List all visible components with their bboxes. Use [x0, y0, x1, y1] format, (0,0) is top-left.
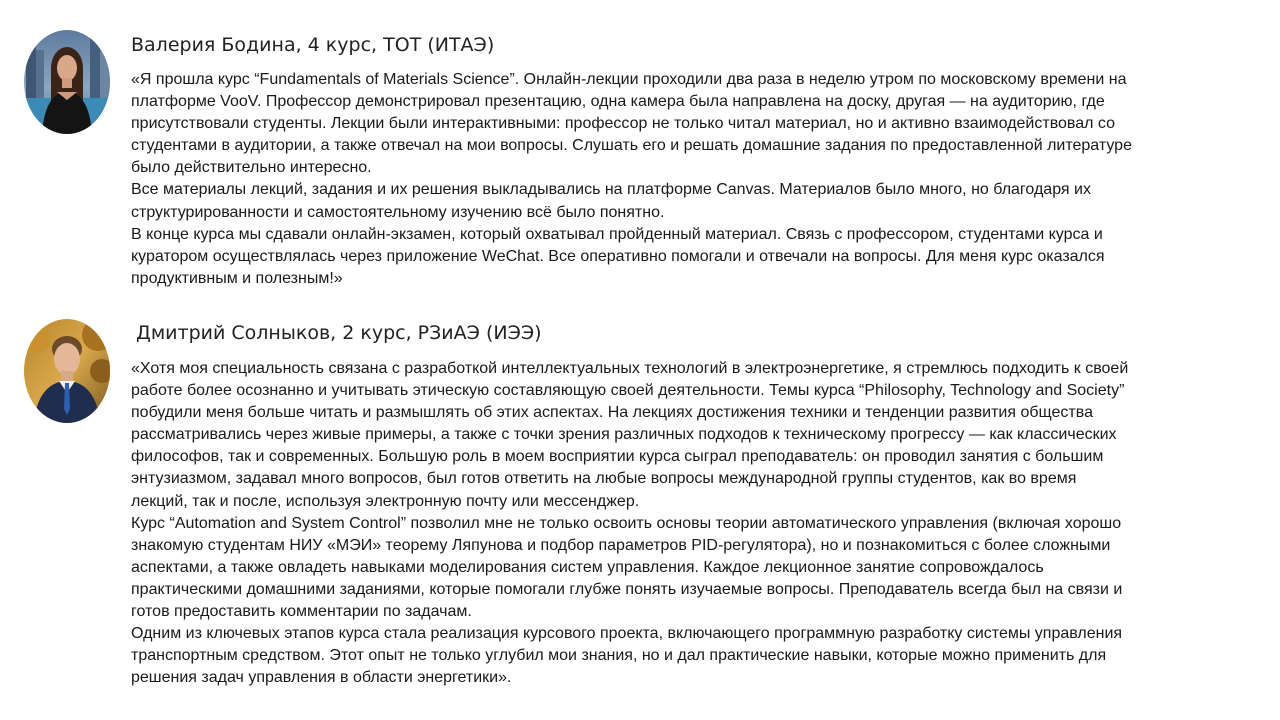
text-line: работе более осознанно и учитывать этическую составляющую своей деятельности. Темы курса “Philosophy, Technology and Society” — [131, 382, 1125, 400]
text-line: побудили меня больше читать и размышлять об этих аспектах. На лекциях достижения техники и тенденции развития общества — [131, 404, 1093, 422]
text-line: знакомую студентам НИУ «МЭИ» теорему Ляпунова и подбор параметров PID-регулятора), но и познакомиться с более сложными — [131, 536, 1111, 554]
text-line: практическими домашними заданиями, которые помогали глубже понять изучаемые вопросы. Преподаватель всегда был на связи и — [131, 580, 1123, 598]
avatar — [24, 30, 110, 134]
text-line: «Я прошла курс “Fundamentals of Materials Science”. Онлайн-лекции проходили два раза в неделю утром по московскому времени на — [131, 71, 1127, 88]
testimonial-text — [131, 358, 1128, 689]
text-line: готов предоставить комментарии по задачам. — [131, 603, 472, 621]
student-name: Валерия Бодина, 4 курс, ТОТ (ИТАЭ) — [131, 34, 495, 56]
text-line: «Хотя моя специальность связана с разработкой интеллектуальных технологий в электроэнергетике, я стремлюсь подходить к своей — [131, 360, 1129, 377]
text-line: присутствовали студенты. Лекции были интерактивными: профессор не только читал материал, но и активно взаимодействовал со — [131, 115, 1115, 133]
text-line: аспектами, а также овладеть навыками моделирования систем управления. Каждое лекционное занятие сопровождалось — [131, 558, 1044, 576]
text-line: Все материалы лекций, задания и их решения выкладывались на платформе Canvas. Материалов было много, но благодаря их — [131, 181, 1091, 199]
text-line: студентами в аудитории, а также отвечал на мои вопросы. Слушать его и решать домашние задания по предоставленной литературе — [131, 137, 1132, 155]
testimonial-text — [131, 69, 1132, 290]
text-line: куратором осуществлялась через приложение WeChat. Все оперативно помогали и отвечали на вопросы. Для меня курс оказался — [131, 247, 1105, 265]
text-line: Одним из ключевых этапов курса стала реализация курсового проекта, включающего программную разработку системы управления — [131, 625, 1123, 643]
text-line: структурированности и самостоятельному изучению всё было понятно. — [131, 203, 665, 221]
text-line: было действительно интересно. — [131, 159, 372, 177]
testimonial-solnykov — [0, 300, 1280, 720]
text-line: энтузиазмом, задавал много вопросов, был готов ответить на любые вопросы международной группы студентов, как во время — [131, 470, 1077, 488]
text-line: платформе VooV. Профессор демонстрировал презентацию, одна камера была направлена на доску, другая — на аудиторию, где — [131, 93, 1105, 111]
student-photo-female-icon — [24, 30, 110, 134]
text-line: Курс “Automation and System Control” позволил мне не только освоить основы теории автоматического управления (включая хорошо — [131, 514, 1122, 532]
text-line: философов, так и современных. Большую роль в моем восприятии курса сыграл преподаватель: он проводил занятия с большим — [131, 448, 1104, 466]
text-line: продуктивным и полезным!» — [131, 269, 343, 287]
testimonial-bodina — [0, 0, 1280, 300]
text-line: В конце курса мы сдавали онлайн-экзамен, который охватывал пройденный материал. Связь с профессором, студентами курса и — [131, 225, 1103, 243]
text-line: рассматривались через живые примеры, а также с точки зрения различных подходов к техническому прогрессу — как классических — [131, 426, 1117, 444]
avatar — [24, 319, 110, 423]
student-photo-male-icon — [24, 319, 110, 423]
text-line: лекций, так и после, используя электронную почту или мессенджер. — [131, 492, 640, 510]
text-line: транспортным средством. Этот опыт не только углубил мои знания, но и дал практические навыки, которые можно применить для — [131, 647, 1107, 665]
text-line: решения задач управления в области энергетики». — [131, 669, 512, 687]
student-name: Дмитрий Солныков, 2 курс, РЗиАЭ (ИЭЭ) — [136, 322, 542, 344]
